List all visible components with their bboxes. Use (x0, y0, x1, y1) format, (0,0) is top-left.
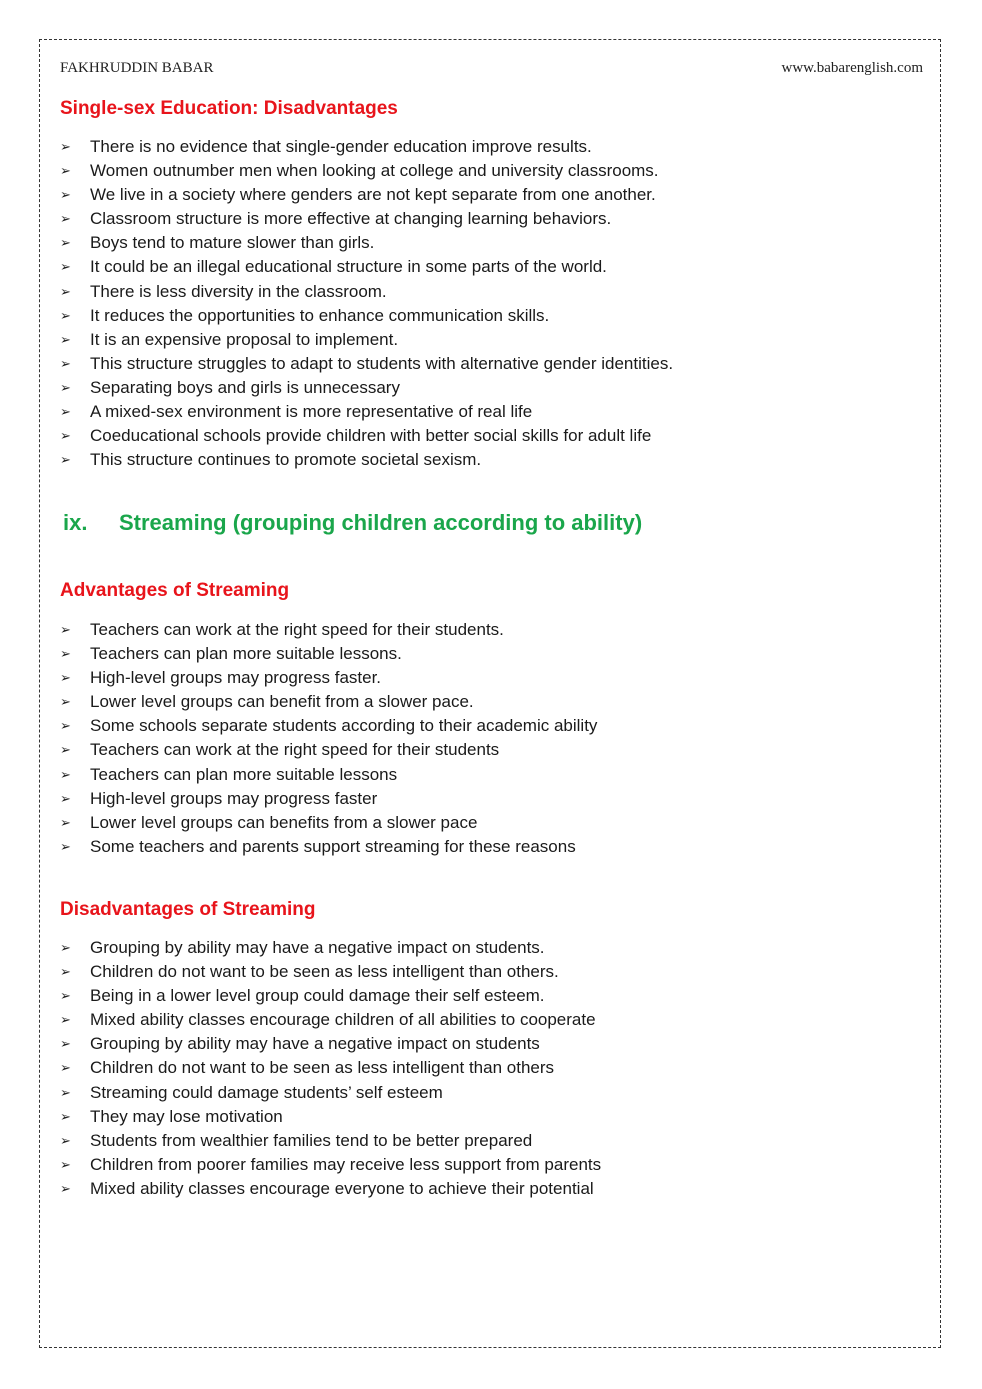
list-item-text: Children do not want to be seen as less intelligent than others. (90, 962, 559, 982)
arrowhead-bullet-icon: ➢ (60, 259, 71, 275)
arrowhead-bullet-icon: ➢ (60, 331, 71, 347)
list-item (60, 835, 597, 859)
list-item (60, 448, 673, 472)
list-item-text: Coeducational schools provide children with better social skills for adult life (90, 426, 652, 446)
list-item (60, 1177, 601, 1201)
arrowhead-bullet-icon: ➢ (60, 452, 71, 468)
streaming-main-heading (63, 510, 642, 536)
list-item-text: Being in a lower level group could damage their self esteem. (90, 986, 545, 1006)
header-website: www.babarenglish.com (781, 60, 923, 76)
list-item-text: Women outnumber men when looking at college and university classrooms. (90, 161, 659, 181)
list-item-text: This structure continues to promote societal sexism. (90, 450, 482, 470)
list-item (60, 984, 601, 1008)
arrowhead-bullet-icon: ➢ (60, 718, 71, 734)
arrowhead-bullet-icon: ➢ (60, 622, 71, 637)
arrowhead-bullet-icon: ➢ (60, 1132, 71, 1148)
header-author: FAKHRUDDIN BABAR (60, 60, 214, 76)
arrowhead-bullet-icon: ➢ (60, 404, 71, 420)
list-item-text: Grouping by ability may have a negative impact on students. (90, 938, 545, 957)
list-item-text: Some schools separate students according to their academic ability (90, 716, 598, 736)
list-item-text: Streaming could damage students’ self esteem (90, 1082, 443, 1102)
arrowhead-bullet-icon: ➢ (60, 1156, 71, 1172)
list-item (60, 960, 601, 984)
list-item (60, 1105, 601, 1129)
list-item (60, 738, 597, 762)
list-item-text: It is an expensive proposal to implement. (90, 329, 399, 349)
list-item (60, 135, 673, 159)
arrowhead-bullet-icon: ➢ (60, 1036, 71, 1052)
list-item (60, 376, 673, 400)
list-item (60, 424, 673, 448)
arrowhead-bullet-icon: ➢ (60, 139, 71, 154)
arrowhead-bullet-icon: ➢ (60, 307, 71, 323)
advantages-of-streaming-list (60, 618, 597, 859)
list-item (60, 666, 597, 690)
arrowhead-bullet-icon: ➢ (60, 742, 71, 758)
streaming-section-title: Streaming (grouping children according to ability) (119, 510, 643, 535)
disadvantages-of-streaming-list (60, 936, 601, 1201)
arrowhead-bullet-icon: ➢ (60, 187, 71, 203)
list-item (60, 400, 673, 424)
list-item (60, 1008, 601, 1032)
list-item (60, 811, 597, 835)
list-item-text: Teachers can plan more suitable lessons (90, 764, 398, 784)
list-item-text: High-level groups may progress faster (90, 788, 378, 808)
list-item (60, 280, 673, 304)
arrowhead-bullet-icon: ➢ (60, 838, 71, 854)
list-item-text: Students from wealthier families tend to be better prepared (90, 1130, 533, 1150)
list-item-text: Some teachers and parents support streaming for these reasons (90, 836, 576, 856)
list-item-text: Lower level groups can benefit from a slower pace. (90, 692, 474, 712)
list-item-text: A mixed-sex environment is more representative of real life (90, 402, 533, 422)
list-item-text: Mixed ability classes encourage children of all abilities to cooperate (90, 1010, 596, 1030)
list-item (60, 787, 597, 811)
list-item (60, 328, 673, 352)
list-item (60, 231, 673, 255)
list-item (60, 1153, 601, 1177)
list-item-text: It reduces the opportunities to enhance communication skills. (90, 305, 550, 325)
arrowhead-bullet-icon: ➢ (60, 646, 71, 662)
arrowhead-bullet-icon: ➢ (60, 163, 71, 179)
list-item (60, 1056, 601, 1080)
arrowhead-bullet-icon: ➢ (60, 428, 71, 444)
arrowhead-bullet-icon: ➢ (60, 211, 71, 227)
arrowhead-bullet-icon: ➢ (60, 766, 71, 782)
arrowhead-bullet-icon: ➢ (60, 964, 71, 980)
list-item (60, 618, 597, 642)
list-item (60, 642, 597, 666)
list-item-text: Children from poorer families may receive less support from parents (90, 1154, 602, 1174)
list-item-text: Lower level groups can benefits from a slower pace (90, 812, 478, 832)
arrowhead-bullet-icon: ➢ (60, 235, 71, 251)
list-item (60, 183, 673, 207)
list-item (60, 304, 673, 328)
advantages-of-streaming-heading: Advantages of Streaming (60, 580, 290, 601)
arrowhead-bullet-icon: ➢ (60, 1084, 71, 1100)
list-item-text: There is no evidence that single-gender education improve results. (90, 137, 592, 156)
list-item (60, 255, 673, 279)
streaming-section-number: ix. (63, 510, 88, 535)
list-item (60, 714, 597, 738)
list-item (60, 1032, 601, 1056)
list-item-text: Boys tend to mature slower than girls. (90, 233, 375, 253)
arrowhead-bullet-icon: ➢ (60, 379, 71, 395)
disadvantages-of-streaming-heading: Disadvantages of Streaming (60, 899, 316, 920)
arrowhead-bullet-icon: ➢ (60, 1060, 71, 1076)
list-item-text: Teachers can work at the right speed for their students (90, 740, 500, 760)
list-item-text: This structure struggles to adapt to students with alternative gender identities. (90, 353, 674, 373)
single-sex-disadvantages-heading: Single-sex Education: Disadvantages (60, 98, 398, 119)
arrowhead-bullet-icon: ➢ (60, 814, 71, 830)
list-item-text: Children do not want to be seen as less intelligent than others (90, 1058, 555, 1078)
list-item-text: Mixed ability classes encourage everyone to achieve their potential (90, 1178, 594, 1198)
list-item-text: High-level groups may progress faster. (90, 668, 382, 688)
arrowhead-bullet-icon: ➢ (60, 1108, 71, 1124)
arrowhead-bullet-icon: ➢ (60, 355, 71, 371)
arrowhead-bullet-icon: ➢ (60, 1012, 71, 1028)
list-item (60, 159, 673, 183)
list-item-text: Classroom structure is more effective at changing learning behaviors. (90, 209, 612, 229)
arrowhead-bullet-icon: ➢ (60, 1180, 71, 1196)
arrowhead-bullet-icon: ➢ (60, 283, 71, 299)
list-item (60, 352, 673, 376)
list-item-text: Teachers can work at the right speed for their students. (90, 620, 504, 639)
arrowhead-bullet-icon: ➢ (60, 670, 71, 686)
list-item-text: Grouping by ability may have a negative impact on students (90, 1034, 540, 1054)
arrowhead-bullet-icon: ➢ (60, 940, 71, 955)
list-item (60, 207, 673, 231)
list-item-text: There is less diversity in the classroom. (90, 281, 387, 301)
list-item-text: It could be an illegal educational structure in some parts of the world. (90, 257, 607, 277)
list-item-text: Teachers can plan more suitable lessons. (90, 644, 402, 664)
arrowhead-bullet-icon: ➢ (60, 988, 71, 1004)
arrowhead-bullet-icon: ➢ (60, 790, 71, 806)
list-item-text: They may lose motivation (90, 1106, 283, 1126)
list-item (60, 690, 597, 714)
list-item (60, 1081, 601, 1105)
list-item (60, 936, 601, 960)
single-sex-disadvantages-list (60, 135, 673, 472)
list-item-text: Separating boys and girls is unnecessary (90, 377, 400, 397)
list-item-text: We live in a society where genders are not kept separate from one another. (90, 185, 656, 205)
list-item (60, 763, 597, 787)
list-item (60, 1129, 601, 1153)
arrowhead-bullet-icon: ➢ (60, 694, 71, 710)
